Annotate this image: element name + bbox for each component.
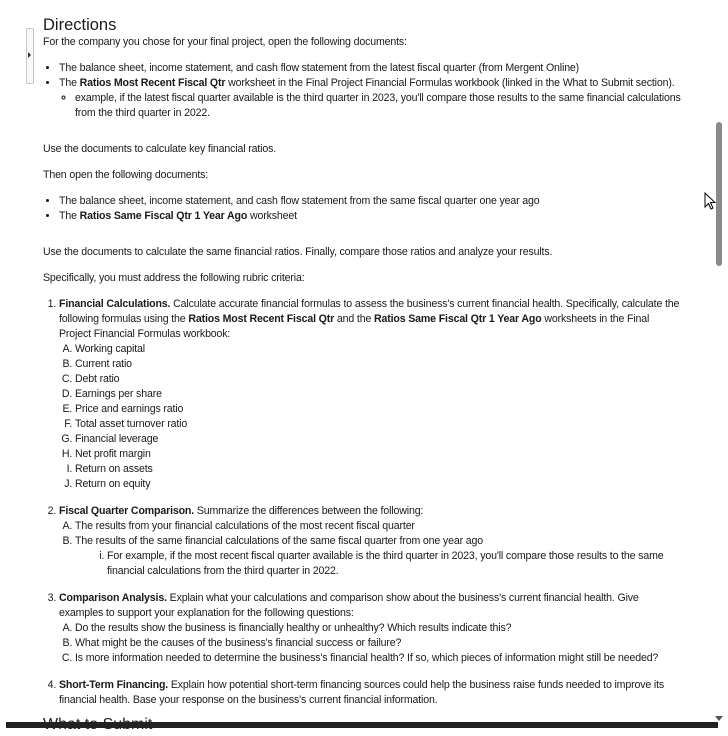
list-item-text: worksheet (247, 210, 297, 222)
rubric-item-financial-calculations (59, 297, 683, 492)
worksheet-name: Ratios Most Recent Fiscal Qtr (79, 77, 226, 89)
analysis-question: A. Do the results show the business is financially healthy or unhealthy? Which results indicate this? (75, 621, 683, 636)
paragraph-rubric-intro: Specifically, you must address the following rubric criteria: (43, 272, 305, 284)
documents-list-previous (43, 194, 683, 224)
formula-item: I. Return on assets (75, 462, 683, 477)
paragraph-then-open: Then open the following documents: (43, 169, 209, 181)
paragraph-compare: Use the documents to calculate the same financial ratios. Finally, compare those ratios and analyze your results. (43, 246, 553, 258)
comparison-item (75, 519, 683, 534)
formula-item: G. Financial leverage (75, 432, 683, 447)
formula-item: F. Total asset turnover ratio (75, 417, 683, 432)
list-item (59, 61, 683, 76)
formula-item: D. Earnings per share (75, 387, 683, 402)
comparison-list (59, 519, 683, 579)
criterion-title: Short-Term Financing. (59, 679, 169, 691)
directions-content (43, 14, 683, 720)
worksheet-name: Ratios Same Fiscal Qtr 1 Year Ago (373, 313, 542, 325)
criterion-title: Comparison Analysis. (59, 592, 167, 604)
sub-list (59, 91, 683, 121)
list-item (59, 209, 683, 224)
formula-item: B. Current ratio (75, 357, 683, 372)
horizontal-scrollbar[interactable] (6, 722, 718, 728)
paragraph-calculate: Use the documents to calculate key financial ratios. (43, 143, 277, 155)
comparison-item-text: The results of the same financial calculations of the same fiscal quarter from one year ago (75, 535, 483, 547)
list-item-text: The (59, 77, 80, 89)
formula-item: H. Net profit margin (75, 447, 683, 462)
sub-list-item-text: example, if the latest fiscal quarter available is the third quarter in 2023, you'll compare those results to the same financial calculations from the third quarter in 2022. (75, 92, 681, 119)
mouse-pointer-icon (704, 192, 716, 210)
criterion-text: Explain how potential short-term financing sources could help the business raise funds needed to improve its financial health. Base your response on the business's current financial information. (59, 679, 665, 706)
collapse-panel-toggle[interactable] (26, 28, 34, 84)
rubric-item-short-term-financing (59, 678, 683, 708)
list-item-text: worksheet in the Final Project Financial Formulas workbook (linked in the What to Submit section). (225, 77, 675, 89)
criterion-text: Calculate accurate financial formulas to assess the business's current financial health. Specifically, calculate the following formulas using the (59, 298, 680, 325)
list-item-text: The (59, 210, 80, 222)
rubric-item-comparison-analysis (59, 591, 683, 666)
page-title: Directions (43, 16, 117, 34)
formula-list (59, 342, 683, 492)
list-item-text: The balance sheet, income statement, and cash flow statement from the same fiscal quarter one year ago (59, 195, 540, 207)
list-item (59, 76, 683, 121)
criterion-text: worksheets in the Final Project Financial Formulas workbook: (59, 313, 650, 340)
criterion-title: Fiscal Quarter Comparison. (59, 505, 195, 517)
documents-list-current (43, 61, 683, 121)
intro-text: For the company you chose for your final project, open the following documents: (43, 36, 407, 48)
rubric-criteria-list (43, 297, 683, 708)
worksheet-name: Ratios Same Fiscal Qtr 1 Year Ago (79, 210, 248, 222)
formula-item: A. Working capital (75, 342, 683, 357)
scroll-down-arrow-icon[interactable] (715, 716, 723, 721)
expand-arrow-icon (28, 52, 31, 58)
analysis-question: B. What might be the causes of the business's financial success or failure? (75, 636, 683, 651)
rubric-item-fiscal-quarter-comparison (59, 504, 683, 579)
list-item-text: The balance sheet, income statement, and cash flow statement from the latest fiscal quarter (from Mergent Online) (59, 62, 580, 74)
criterion-title: Financial Calculations. (59, 298, 171, 310)
comparison-sub-list (75, 549, 683, 579)
formula-item: E. Price and earnings ratio (75, 402, 683, 417)
worksheet-name: Ratios Most Recent Fiscal Qtr (188, 313, 335, 325)
comparison-item-text: The results from your financial calculations of the most recent fiscal quarter (75, 520, 415, 532)
comparison-item (75, 534, 683, 579)
list-item (59, 194, 683, 209)
sub-list-item (75, 91, 683, 121)
criterion-text: and the (334, 313, 374, 325)
scrollbar-thumb[interactable] (716, 122, 722, 266)
comparison-sub-item: i. For example, if the most recent fiscal quarter available is the third quarter in 2023, you'll compare those results to the same financial calculations from the third quarter in 2022. (107, 549, 683, 579)
analysis-question: C. Is more information needed to determine the business's financial health? If so, which pieces of information might still be needed? (75, 651, 683, 666)
formula-item: J. Return on equity (75, 477, 683, 492)
next-section-heading (43, 714, 152, 722)
vertical-scrollbar[interactable] (714, 0, 728, 733)
criterion-text: Summarize the differences between the following: (194, 505, 424, 517)
criterion-text: Explain what your calculations and comparison show about the business's current financial health. Give examples to support your explanation for the following questions: (59, 592, 639, 619)
analysis-question-list (59, 621, 683, 666)
formula-item: C. Debt ratio (75, 372, 683, 387)
